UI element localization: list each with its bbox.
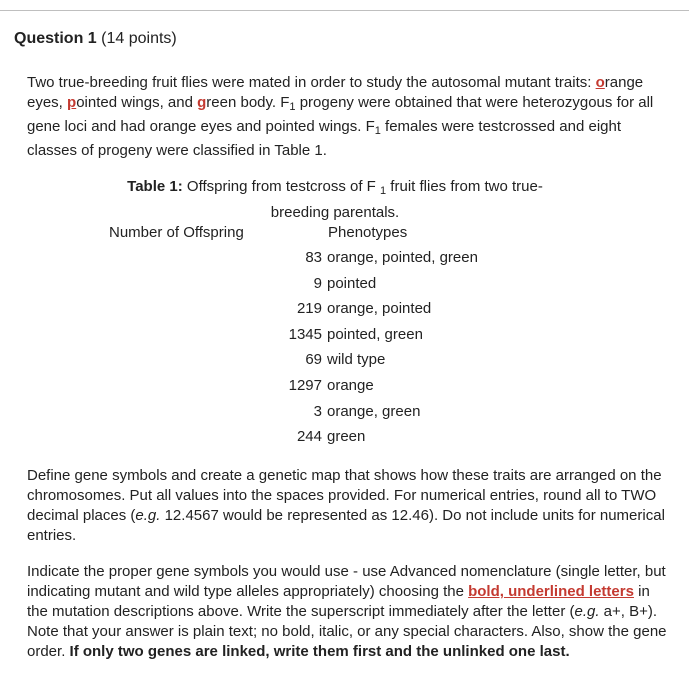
question-points: (14 points) — [101, 30, 177, 47]
define-text: 12.4567 would be represented as 12.46). Do not include units for numerical entries. — [27, 507, 665, 544]
example-abbrev: e.g. — [574, 603, 600, 620]
offspring-count: 219 — [296, 300, 322, 318]
intro-text: females were testcrossed and eight classes of progeny were classified in Table 1. — [27, 118, 621, 159]
subscript: 1 — [380, 185, 387, 197]
phenotype: orange, pointed — [327, 300, 432, 318]
phenotype: green — [327, 428, 366, 446]
offspring-count: 244 — [296, 428, 322, 446]
pointed-letter: p — [67, 94, 77, 111]
intro-text: reen body. F — [206, 94, 290, 111]
indicate-bold-text: If only two genes are linked, write them first and the unlinked one last. — [69, 643, 570, 660]
indicate-paragraph — [27, 562, 667, 662]
caption-text: Offspring from testcross of F — [182, 178, 381, 195]
indicate-text: Indicate the proper gene symbols you would use - use Advanced nomenclature (single letter, but indicating mutant and wild type alleles appropriately) choosing the — [27, 563, 666, 600]
subscript: 1 — [289, 101, 296, 113]
table-caption — [100, 176, 570, 223]
intro-text: range eyes, — [27, 74, 644, 111]
caption-text: fruit flies from two true-breeding parentals. — [270, 178, 543, 221]
column-header-phenotypes: Phenotypes — [328, 224, 408, 241]
phenotype: orange, green — [327, 402, 421, 420]
phenotype: pointed — [327, 274, 377, 292]
question-title: Question 1 — [14, 30, 97, 47]
offspring-count: 69 — [305, 351, 322, 369]
phenotype: pointed, green — [327, 325, 423, 343]
intro-text: ointed wings, and — [76, 94, 198, 111]
question-header — [14, 29, 177, 49]
intro-text: Two true-breeding fruit flies were mated in order to study the autosomal mutant traits: — [27, 74, 596, 91]
subscript: 1 — [374, 125, 381, 137]
intro-text: progeny were obtained that were heterozygous for all gene loci and had orange eyes and pointed wings. F — [27, 94, 654, 135]
offspring-count: 3 — [313, 402, 322, 420]
offspring-count: 1297 — [288, 377, 322, 394]
intro-paragraph — [27, 73, 667, 161]
offspring-count: 83 — [305, 249, 322, 266]
define-paragraph — [27, 466, 667, 546]
green-letter: g — [197, 94, 207, 111]
offspring-count: 1345 — [288, 325, 322, 343]
indicate-text: a+, B+). Note that your answer is plain text; no bold, italic, or any special characters. Also, show the gene order. — [27, 603, 667, 660]
offspring-count: 9 — [313, 274, 322, 292]
example-abbrev: e.g. — [135, 507, 161, 524]
bold-underlined-letters-text: bold, underlined letters — [468, 583, 634, 600]
phenotype: orange, pointed, green — [327, 249, 478, 266]
top-divider — [0, 10, 689, 11]
phenotype: wild type — [327, 351, 386, 369]
orange-letter: o — [595, 74, 605, 91]
indicate-text: in the mutation descriptions above. Write the superscript immediately after the letter ( — [27, 583, 650, 620]
table-caption-label: Table 1: — [127, 178, 183, 195]
column-header-count: Number of Offspring — [109, 224, 244, 241]
phenotype: orange — [327, 377, 374, 394]
define-text: Define gene symbols and create a genetic map that shows how these traits are arranged on the chromosomes. Put all values into the spaces provided. For numerical entries, round all to TWO decimal places ( — [27, 467, 662, 524]
